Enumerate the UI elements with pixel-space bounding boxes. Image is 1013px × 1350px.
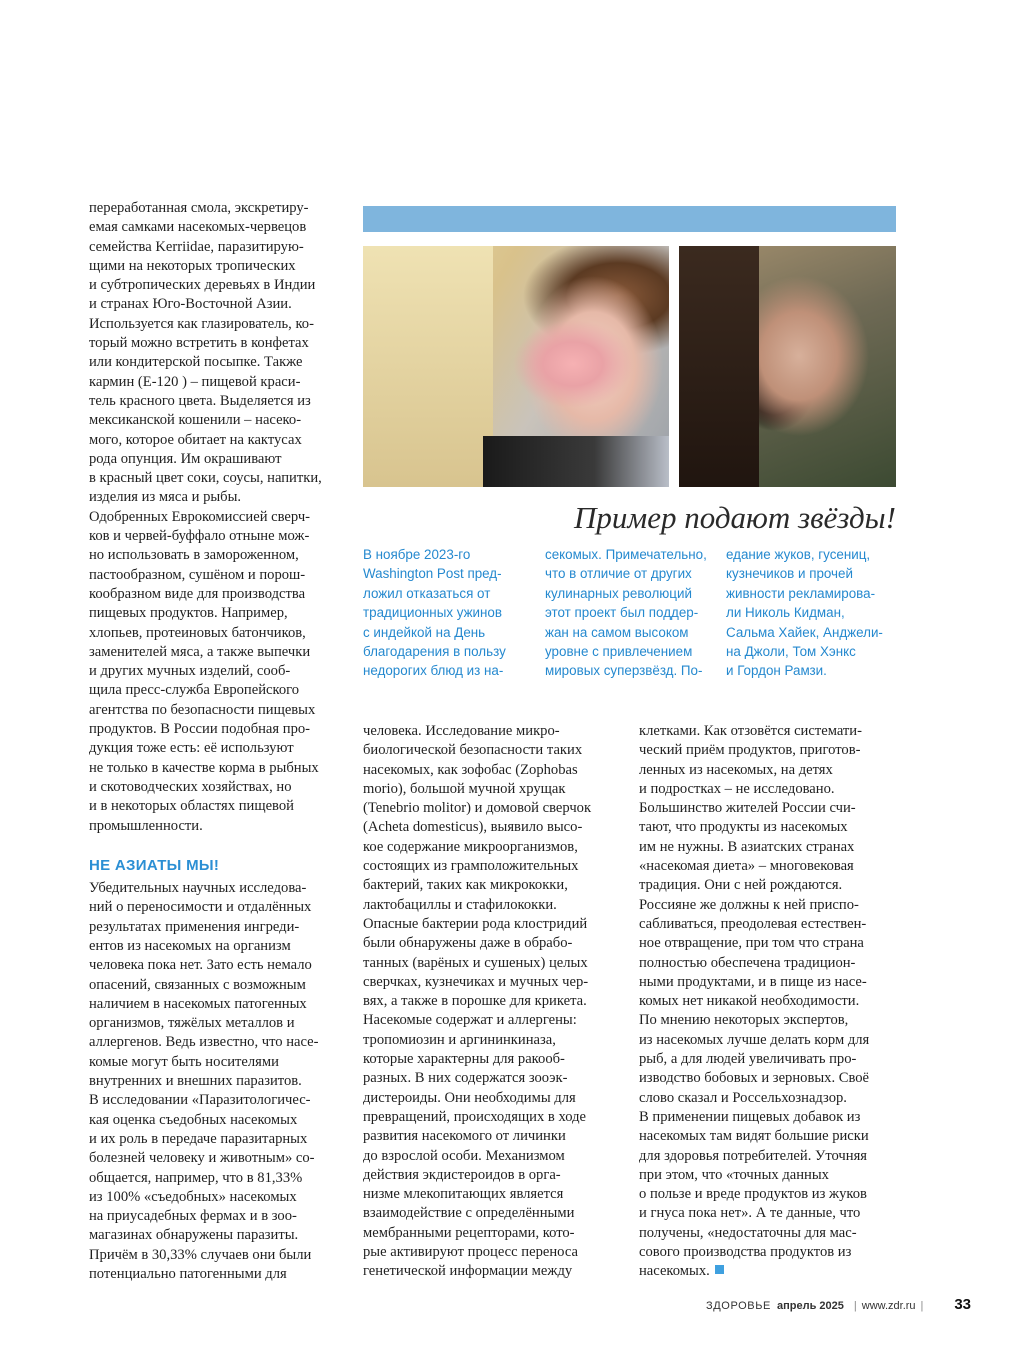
text-line: действия экдистероидов в орга- <box>363 1166 561 1183</box>
text-line: семейства Kerriidae, паразитирую- <box>89 238 304 255</box>
text-line: агентства по безопасности пищевых <box>89 701 316 718</box>
text-line: тают, что продукты из насекомых <box>639 819 848 836</box>
text-line: дукция тоже есть: её используют <box>89 740 294 757</box>
text-line: В ноябре 2023-го <box>363 547 471 562</box>
text-line: ложил отказаться от <box>363 585 491 601</box>
text-line: благодарения в пользу <box>363 644 506 660</box>
text-line: Большинство жителей России счи- <box>639 800 856 817</box>
text-line: клетками. Как отзовётся системати- <box>639 723 862 739</box>
text-line: В применении пищевых добавок из <box>639 1108 861 1125</box>
text-line: потенциально патогенными для <box>89 1266 287 1283</box>
column-1-section-text <box>89 879 339 1284</box>
text-line: продуктов. В России подобная про- <box>89 721 311 738</box>
text-line: опасений, связанных с возможным <box>89 976 306 993</box>
text-line: этот проект был поддер- <box>545 605 699 621</box>
sidebar-header-bar <box>363 206 896 232</box>
text-line: «насекомая диета» – многовековая <box>639 858 854 875</box>
column-1-text <box>89 199 339 836</box>
text-line: не только в качестве корма в рыбных <box>89 759 319 776</box>
text-line: Используется как глазирователь, ко- <box>89 315 314 332</box>
text-line: из 100% «съедобных» насекомых <box>89 1188 297 1205</box>
text-line: По мнению некоторых экспертов, <box>639 1012 849 1029</box>
text-line: емая самками насекомых-червецов <box>89 219 307 236</box>
text-line: превращений, происходящих в ходе <box>363 1108 586 1125</box>
text-line: секомых. Примечательно, <box>545 547 707 562</box>
text-line: биологической безопасности таких <box>363 742 583 759</box>
text-line: разных. В них содержатся зооэк- <box>363 1070 568 1087</box>
text-line: человека пока нет. Зато есть немало <box>89 957 312 974</box>
text-line: ленных из насекомых, на детях <box>639 761 833 778</box>
text-line: кое содержание микроорганизмов, <box>363 838 578 855</box>
sidebar-column-1 <box>363 545 533 681</box>
text-line: традиционных ужинов <box>363 605 502 621</box>
website-link[interactable]: www.zdr.ru <box>861 1300 916 1312</box>
text-line: жан на самом высоком <box>545 624 689 640</box>
text-line: вях, а также в порошке для крикета. <box>363 993 587 1010</box>
text-line: общается, например, что в 81,33% <box>89 1169 303 1186</box>
text-line: и в некоторых областях пищевой <box>89 798 294 815</box>
text-line: пищевых продуктов. Например, <box>89 605 288 622</box>
text-line: магазинах обнаружены паразиты. <box>89 1227 299 1244</box>
issue-date: апрель 2025 <box>777 1300 844 1312</box>
text-line: кармин (Е-120 ) – пищевой краси- <box>89 373 301 390</box>
text-line: рые активируют процесс переноса <box>363 1244 578 1261</box>
sidebar-title: Пример подают звёзды! <box>574 500 896 535</box>
text-line: ентов из насекомых на организм <box>89 937 291 954</box>
text-line: которые характерны для ракооб- <box>363 1051 565 1068</box>
celebrity-photo-left <box>363 246 669 487</box>
text-line: Убедительных научных исследова- <box>89 880 307 897</box>
text-line: Опасные бактерии рода клостридий <box>363 915 588 932</box>
text-line: Россияне же должны к ней приспо- <box>639 896 859 913</box>
text-line: о пользе и вреде продуктов из жуков <box>639 1186 867 1203</box>
text-line: при этом, что «точных данных <box>639 1166 829 1183</box>
text-line: щила пресс-служба Европейского <box>89 682 300 699</box>
text-line: сверчках, кузнечиках и мучных чер- <box>363 973 589 990</box>
celebrity-photo-right <box>679 246 896 487</box>
text-line: (Tenebrio molitor) и домовой сверчок <box>363 800 592 817</box>
article-column-1 <box>89 199 339 1284</box>
text-line: наличием в насекомых патогенных <box>89 995 307 1012</box>
text-line: тропомиозин и аргининкиназа, <box>363 1031 556 1048</box>
text-line: им не нужны. В азиатских странах <box>639 838 855 855</box>
text-line: заменителей мяса, а также выпечки <box>89 643 311 660</box>
text-line: внутренних и внешних паразитов. <box>89 1073 302 1090</box>
sidebar-column-3 <box>726 545 898 681</box>
text-line: или кондитерской посыпке. Также <box>89 354 303 371</box>
text-line: низме млекопитающих является <box>363 1186 564 1203</box>
text-line: Одобренных Еврокомиссией сверч- <box>89 508 311 525</box>
text-line: организмов, тяжёлых металлов и <box>89 1015 295 1032</box>
text-line: торый можно встретить в конфетах <box>89 335 309 352</box>
text-line: бактерий, таких как микрококки, <box>363 877 568 894</box>
text-line: рода опунция. Им окрашивают <box>89 450 282 467</box>
text-line: едание жуков, гусениц, <box>726 547 871 562</box>
text-line: Washington Post пред- <box>363 566 502 582</box>
text-line: ное отвращение, при том что страна <box>639 935 864 952</box>
text-line: слово сказал и Россельхознадзор. <box>639 1089 847 1106</box>
article-column-2 <box>363 722 615 1282</box>
text-line: ными продуктами, и в пище из насе- <box>639 973 867 990</box>
text-line: на приусадебных фермах и в зоо- <box>89 1208 297 1225</box>
photo-clothing-shape <box>483 436 669 487</box>
end-of-article-mark <box>715 1265 724 1274</box>
page-number: 33 <box>954 1296 971 1313</box>
text-line: ков и червей-буффало отныне мож- <box>89 528 310 545</box>
text-line: Насекомые содержат и аллергены: <box>363 1012 577 1029</box>
text-line: кулинарных революций <box>545 585 692 601</box>
text-line: кузнечиков и прочей <box>726 566 853 582</box>
text-line: болезней человеку и животным» со- <box>89 1150 315 1167</box>
article-column-3 <box>639 722 897 1282</box>
text-line: недорогих блюд из на- <box>363 663 504 679</box>
text-line: промышленности. <box>89 817 203 834</box>
text-line: и скотоводческих хозяйствах, но <box>89 778 292 795</box>
text-line: и странах Юго-Восточной Азии. <box>89 296 292 313</box>
column-3-text <box>639 723 869 1279</box>
section-heading: НЕ АЗИАТЫ МЫ! <box>89 856 220 874</box>
page-footer <box>706 1296 971 1313</box>
text-line: насекомых. <box>639 1263 710 1280</box>
text-line: полностью обеспечена традицион- <box>639 954 856 971</box>
text-line: результатах применения ингреди- <box>89 918 300 935</box>
text-line: ческий приём продуктов, приготов- <box>639 742 861 759</box>
text-line: тель красного цвета. Выделяется из <box>89 392 311 409</box>
text-line: аллергенов. Ведь известно, что насе- <box>89 1034 319 1051</box>
text-line: человека. Исследование микро- <box>363 723 560 739</box>
text-line: Сальма Хайек, Анджели- <box>726 624 883 640</box>
text-line: изводство бобовых и зерновых. Своё <box>639 1070 870 1087</box>
text-line: получены, «недостаточны для мас- <box>639 1224 857 1241</box>
text-line: мексиканской кошенили – насеко- <box>89 412 302 429</box>
text-line: morio), большой мучной хрущак <box>363 780 566 797</box>
text-line: ний о переносимости и отдалённых <box>89 899 312 916</box>
text-line: и гнуса пока нет». А те данные, что <box>639 1205 861 1222</box>
text-line: и подростках – не исследовано. <box>639 780 835 797</box>
text-line: ли Николь Кидман, <box>726 605 845 621</box>
text-line: и Гордон Рамзи. <box>726 663 827 679</box>
text-line: генетической информации между <box>363 1263 573 1280</box>
text-line: с индейкой на День <box>363 624 486 640</box>
text-line: щими на некоторых тропических <box>89 257 296 274</box>
text-line: кообразном виде для производства <box>89 585 306 602</box>
photo-hair-shape <box>679 246 759 487</box>
text-line: Причём в 30,33% случаев они были <box>89 1246 312 1263</box>
text-line: дистероиды. Они необходимы для <box>363 1089 576 1106</box>
text-line: танных (варёных и сушеных) целых <box>363 954 588 971</box>
text-line: В исследовании «Паразитологичес- <box>89 1092 311 1109</box>
text-line: насекомых, как зофобас (Zophobas <box>363 761 578 778</box>
text-line: мировых суперзвёзд. По- <box>545 663 703 679</box>
text-line: переработанная смола, экскретиру- <box>89 200 309 216</box>
text-line: и других мучных изделий, сооб- <box>89 663 291 680</box>
text-line: в красный цвет соки, соусы, напитки, <box>89 470 322 487</box>
text-line: сабливаться, преодолевая естествен- <box>639 915 867 932</box>
text-line: из насекомых лучше делать корм для <box>639 1031 870 1048</box>
footer-divider: | <box>853 1300 857 1312</box>
text-line: но использовать в замороженном, <box>89 547 299 564</box>
text-line: для здоровья потребителей. Уточняя <box>639 1147 868 1164</box>
photo-hair-shape <box>363 246 493 487</box>
sidebar-column-2 <box>545 545 717 681</box>
text-line: рыб, а для людей увеличивать про- <box>639 1051 857 1068</box>
text-line: были обнаружены даже в обрабо- <box>363 935 573 952</box>
text-line: и субтропических деревьях в Индии <box>89 277 316 294</box>
text-line: хлопьев, протеиновых батончиков, <box>89 624 306 641</box>
text-line: кая оценка съедобных насекомых <box>89 1111 298 1128</box>
text-line: мого, которое обитает на кактусах <box>89 431 302 448</box>
text-line: (Acheta domesticus), выявило высо- <box>363 819 583 836</box>
footer-divider: | <box>920 1300 924 1312</box>
text-line: живности рекламирова- <box>726 585 876 601</box>
text-line: комые могут быть носителями <box>89 1053 279 1070</box>
text-line: мембранными рецепторами, кото- <box>363 1224 575 1241</box>
text-line: что в отличие от других <box>545 566 692 582</box>
text-line: насекомых там видят большие риски <box>639 1128 869 1145</box>
magazine-brand: ЗДОРОВЬЕ <box>706 1300 771 1312</box>
text-line: сового производства продуктов из <box>639 1244 852 1261</box>
text-line: на Джоли, Том Хэнкс <box>726 644 856 660</box>
text-line: взаимодействие с определёнными <box>363 1205 575 1222</box>
text-line: и их роль в передаче паразитарных <box>89 1130 308 1147</box>
text-line: пастообразном, сушёном и порош- <box>89 566 306 583</box>
text-line: развития насекомого от личинки <box>363 1128 566 1145</box>
text-line: состоящих из грамположительных <box>363 858 579 875</box>
text-line: комых нет никакой необходимости. <box>639 993 860 1010</box>
text-line: до взрослой особи. Механизмом <box>363 1147 565 1164</box>
text-line: лактобациллы и стафилококки. <box>363 896 557 913</box>
text-line: уровне с привлечением <box>545 644 693 660</box>
text-line: традиция. Они с ней рождаются. <box>639 877 843 894</box>
text-line: изделия из мяса и рыбы. <box>89 489 242 506</box>
